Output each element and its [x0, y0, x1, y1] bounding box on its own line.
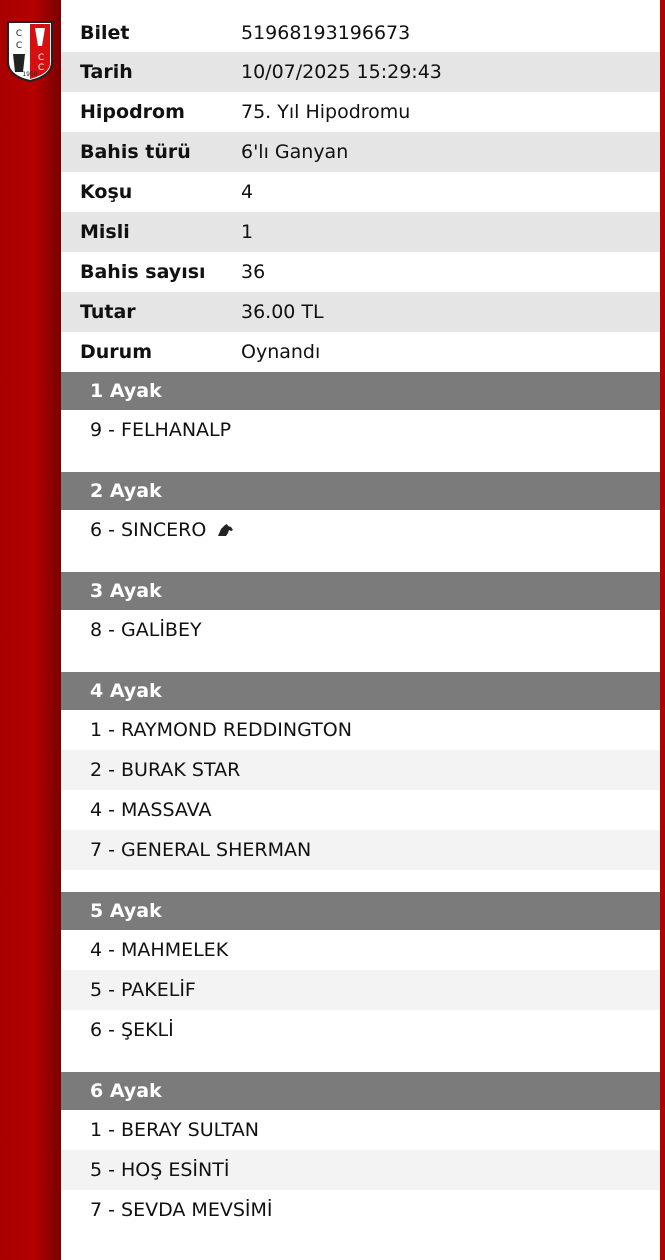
horse-row — [61, 410, 660, 450]
info-value: 4 — [241, 181, 254, 203]
leg-spacer — [61, 650, 660, 672]
svg-text:C: C — [15, 29, 23, 39]
svg-text:C: C — [37, 53, 45, 63]
horse-head-icon — [216, 523, 234, 537]
info-value: 75. Yıl Hipodromu — [241, 101, 411, 123]
left-brand-bar — [0, 0, 61, 1260]
right-brand-bar — [660, 0, 665, 1260]
horse-name: 1 - RAYMOND REDDINGTON — [90, 719, 352, 741]
horse-name: 4 - MASSAVA — [90, 799, 212, 821]
horse-row — [61, 830, 660, 870]
horse-row — [61, 790, 660, 830]
horse-row — [61, 750, 660, 790]
info-label: Durum — [80, 341, 152, 363]
leg-spacer — [61, 450, 660, 472]
info-label: Tarih — [80, 61, 133, 83]
leg-header: 6 Ayak — [61, 1072, 660, 1110]
info-row-bilet — [61, 0, 660, 52]
ticket-detail — [61, 0, 660, 1252]
info-row-misli — [61, 212, 660, 252]
horse-row — [61, 970, 660, 1010]
leg-header: 5 Ayak — [61, 892, 660, 930]
leg-header: 1 Ayak — [61, 372, 660, 410]
info-value: 6'lı Ganyan — [241, 141, 349, 163]
leg-spacer — [61, 550, 660, 572]
svg-text:C: C — [37, 63, 45, 73]
svg-text:C: C — [15, 41, 23, 51]
info-value: 1 — [241, 221, 254, 243]
legs-list — [61, 372, 660, 1252]
horse-row — [61, 1010, 660, 1050]
info-row-bahis-turu — [61, 132, 660, 172]
info-value: 51968193196673 — [241, 22, 411, 44]
info-row-bahis-sayisi — [61, 252, 660, 292]
info-label: Koşu — [80, 181, 133, 203]
horse-row — [61, 510, 660, 550]
club-crest-icon — [5, 20, 55, 82]
horse-name: 6 - ŞEKLİ — [90, 1019, 174, 1041]
horse-row — [61, 610, 660, 650]
horse-name: 7 - GENERAL SHERMAN — [90, 839, 312, 861]
info-label: Bahis türü — [80, 141, 191, 163]
horse-row — [61, 1110, 660, 1150]
horse-name: 8 - GALİBEY — [90, 619, 202, 641]
horse-name: 7 - SEVDA MEVSİMİ — [90, 1199, 273, 1221]
horse-row — [61, 930, 660, 970]
horse-row — [61, 710, 660, 750]
info-label: Hipodrom — [80, 101, 185, 123]
horse-name: 1 - BERAY SULTAN — [90, 1119, 259, 1141]
info-row-hipodrom — [61, 92, 660, 132]
leg-spacer — [61, 1050, 660, 1072]
leg-spacer — [61, 1230, 660, 1252]
info-row-tutar — [61, 292, 660, 332]
horse-name: 4 - MAHMELEK — [90, 939, 229, 961]
info-row-durum — [61, 332, 660, 372]
info-row-tarih — [61, 52, 660, 92]
info-label: Bilet — [80, 22, 130, 44]
horse-row — [61, 1150, 660, 1190]
horse-name: 2 - BURAK STAR — [90, 759, 241, 781]
info-row-kosu — [61, 172, 660, 212]
leg-header: 4 Ayak — [61, 672, 660, 710]
info-label: Misli — [80, 221, 130, 243]
horse-row — [61, 1190, 660, 1230]
svg-text:1950: 1950 — [22, 71, 38, 78]
info-value: 36.00 TL — [241, 301, 324, 323]
horse-name: 5 - HOŞ ESİNTİ — [90, 1159, 230, 1181]
horse-name: 5 - PAKELİF — [90, 979, 196, 1001]
info-value: 10/07/2025 15:29:43 — [241, 61, 442, 83]
leg-header: 2 Ayak — [61, 472, 660, 510]
info-label: Tutar — [80, 301, 136, 323]
info-label: Bahis sayısı — [80, 261, 206, 283]
leg-header: 3 Ayak — [61, 572, 660, 610]
ticket-info-list — [61, 0, 660, 372]
horse-name: 6 - SINCERO — [90, 519, 207, 541]
horse-name: 9 - FELHANALP — [90, 419, 232, 441]
info-value: Oynandı — [241, 341, 321, 363]
leg-spacer — [61, 870, 660, 892]
info-value: 36 — [241, 261, 266, 283]
